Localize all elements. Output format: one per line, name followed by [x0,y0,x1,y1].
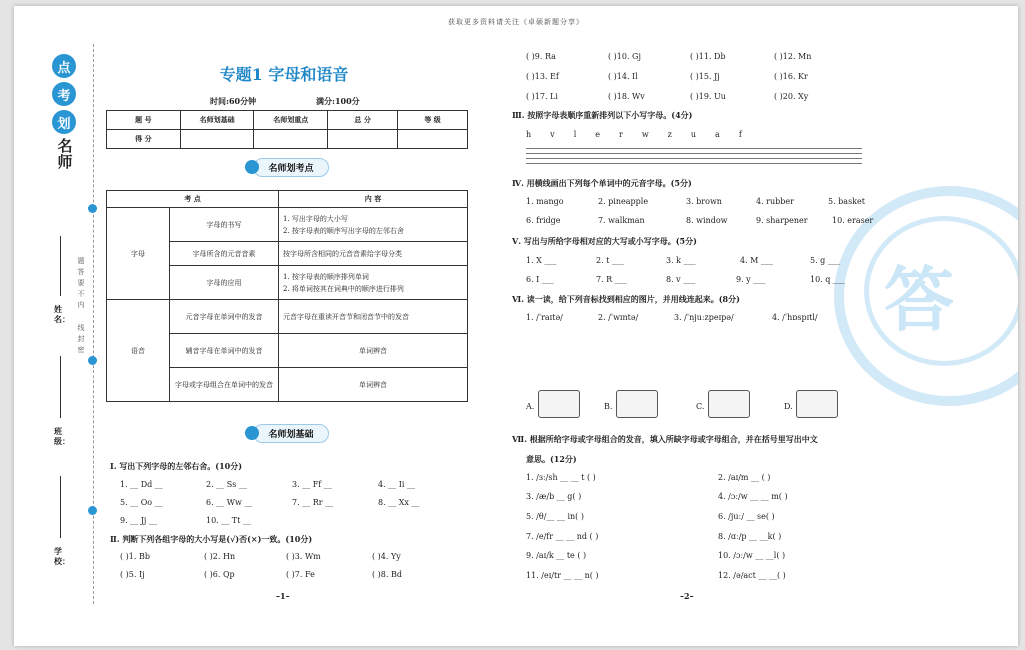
q2-item[interactable]: ( )20. Xy [774,92,809,101]
time-label: 时间:60分钟 [210,96,257,106]
q6-pic-label: D. [784,402,793,411]
q5-item[interactable]: 1. X ___ [526,256,557,265]
q2-item[interactable]: ( )14. Il [608,72,638,81]
score-cell[interactable] [180,130,254,149]
class-line [60,356,61,418]
q5-item[interactable]: 7. R ___ [596,275,627,284]
q7-item[interactable]: 1. /ɜː/sh __ __ t ( ) [526,473,596,482]
q5-item[interactable]: 5. g ___ [810,256,840,265]
q7-item[interactable]: 5. /θ/__ __ in( ) [526,512,584,521]
q7-item[interactable]: 12. /ə/act __ __( ) [718,571,786,580]
page-number-1: –1– [276,591,290,601]
q7-item[interactable]: 9. /aɪ/k __ te ( ) [526,551,587,560]
q4-title: Ⅳ. 用横线画出下列每个单词中的元音字母。(5分) [512,178,692,188]
q3-title: Ⅲ. 按照字母表顺序重新排列以下小写字母。(4分) [512,110,693,120]
q7-item[interactable]: 4. /ɔː/w __ __ m( ) [718,492,788,501]
q1-title: Ⅰ. 写出下列字母的左邻右舍。(10分) [110,461,243,471]
q7-item[interactable]: 7. /e/fr __ __ nd ( ) [526,532,599,541]
q2-item[interactable]: ( )10. Gj [608,52,641,61]
score-table: 题 号 名师划基础 名师划重点 总 分 等 级 得 分 [106,110,468,149]
q1-item[interactable]: 5. __ Oo __ [120,498,163,507]
q4-item[interactable]: 1. mango [526,197,564,206]
q1-item[interactable]: 2. __ Ss __ [206,480,247,489]
q5-item[interactable]: 8. v ___ [666,275,696,284]
q1-item[interactable]: 4. __ Ii __ [378,480,415,489]
q5-item[interactable]: 4. M ___ [740,256,773,265]
class-label: 班级： [54,426,70,446]
q6-pic-label: B. [604,402,613,411]
score-cell[interactable] [328,130,398,149]
q2-item[interactable]: ( )16. Kr [774,72,808,81]
q1-item[interactable]: 9. __ Jj __ [120,516,157,525]
school-line [60,476,61,538]
winter-picture[interactable] [796,390,838,418]
q2-item[interactable]: ( )12. Mn [774,52,812,61]
q6-title: Ⅵ. 读一读，给下列音标找到相应的图片，并用线连起来。(8分) [512,294,740,304]
score-cell[interactable] [398,130,468,149]
brand-char-3: 划 [52,110,76,134]
q1-item[interactable]: 1. __ Dd __ [120,480,163,489]
q4-item[interactable]: 4. rubber [756,197,794,206]
q2-item[interactable]: ( )9. Ra [526,52,556,61]
q2-item[interactable]: ( )11. Db [690,52,726,61]
q6-pic-label: A. [526,402,535,411]
q5-item[interactable]: 2. t ___ [596,256,624,265]
basic-banner: 名师划基础 [106,424,468,442]
q4-item[interactable]: 6. fridge [526,216,561,225]
q6-pic-label: C. [696,402,705,411]
q4-item[interactable]: 7. walkman [598,216,645,225]
score-cell[interactable] [254,130,328,149]
q2-item[interactable]: ( )6. Qp [204,570,235,579]
kp-banner: 名师划考点 [106,158,468,176]
q3-letters: h v l e r w z u a f [526,130,742,139]
strip-dot-icon [88,356,97,365]
q2-item[interactable]: ( )18. Wv [608,92,645,101]
writer-picture[interactable] [708,390,750,418]
q1-item[interactable]: 7. __ Rr __ [292,498,334,507]
q7-item[interactable]: 10. /ɔː/w __ __l( ) [718,551,786,560]
writing-line[interactable] [526,148,862,149]
q7-title-cont: 意思。(12分) [526,454,577,464]
q5-title: Ⅴ. 写出与所给字母相对应的大写或小写字母。(5分) [512,236,697,246]
q1-item[interactable]: 3. __ Ff __ [292,480,332,489]
hospital-picture[interactable] [616,390,658,418]
q2-item[interactable]: ( )1. Bb [120,552,150,561]
q2-item[interactable]: ( )13. Ef [526,72,559,81]
brand-char-2: 考 [52,82,76,106]
q6-item[interactable]: 2. /ˈwɪntə/ [598,313,639,322]
q2-item[interactable]: ( )19. Uu [690,92,726,101]
knowledge-table: 考 点 内 容 字母 字母的书写 1. 写出字母的大小写 2. 按字母表的顺序写出字母的左邻右舍 字母所含的元音音素 按字母所含相同的元音音素给字母分类 字母的应用 1. 按字母表的顺序排列单词 2. 将单词按其在词典中的顺序进行排列 语音 元音字母在单词中的发音 元音字母在重读开音节和闭音节中的发音 辅音字母在单词中的发音 单词辨音 字母或字母组合在单词中的发音 单词辨音 [106,190,468,402]
q4-item[interactable]: 8. window [686,216,728,225]
q6-item[interactable]: 1. /ˈraɪtə/ [526,313,563,322]
strip-dot-icon [88,204,97,213]
q2-item[interactable]: ( )17. Li [526,92,558,101]
q6-item[interactable]: 4. /ˈhɒspɪtl/ [772,313,818,322]
q2-item[interactable]: ( )3. Wm [286,552,321,561]
strip-dot-icon [88,506,97,515]
q5-item[interactable]: 10. q ___ [810,275,845,284]
school-label: 学校： [54,546,70,566]
writing-line[interactable] [526,163,862,164]
name-line [60,236,61,296]
q4-item[interactable]: 3. brown [686,197,722,206]
name-label: 姓名： [54,304,70,324]
brand-char-1: 点 [52,54,76,78]
q1-item[interactable]: 6. __ Ww __ [206,498,253,507]
header-note: 获取更多资料请关注《卓硕新题分享》 [448,18,584,26]
q5-item[interactable]: 3. k ___ [666,256,696,265]
newspaper-picture[interactable] [538,390,580,418]
q1-item[interactable]: 10. __ Tt __ [206,516,251,525]
exam-sheet [14,6,1018,646]
q1-item[interactable]: 8. __ Xx __ [378,498,420,507]
q2-item[interactable]: ( )7. Fe [286,570,315,579]
q7-item[interactable]: 6. /juː/ __ se( ) [718,512,775,521]
q4-item[interactable]: 10. eraser [832,216,874,225]
score-label: 满分:100分 [316,96,360,106]
q4-item[interactable]: 5. basket [828,197,865,206]
watermark-char: 答 [884,259,954,341]
q2-item[interactable]: ( )2. Hn [204,552,236,561]
q2-item[interactable]: ( )15. Jj [690,72,720,81]
brand-name: 名师 [57,137,73,171]
page-title: 专题1 字母和语音 [219,65,349,84]
q4-item[interactable]: 2. pineapple [598,197,649,206]
q2-item[interactable]: ( )8. Bd [372,570,402,579]
writing-line[interactable] [526,158,862,159]
q2-title: Ⅱ. 判断下列各组字母的大小写是(√)否(×)一致。(10分) [110,534,313,544]
q7-title: Ⅶ. 根据所给字母或字母组合的发音，填入所缺字母或字母组合，并在括号里写出中文 [512,434,818,444]
q7-item[interactable]: 8. /ɑː/p __ __k( ) [718,532,782,541]
q6-item[interactable]: 3. /ˈnjuːzpeɪpə/ [674,313,734,322]
q2-item[interactable]: ( )4. Yy [372,552,401,561]
page-number-2: –2– [680,591,694,601]
q5-item[interactable]: 9. y ___ [736,275,766,284]
q2-item[interactable]: ( )5. Ij [120,570,145,579]
seal-notice: 题 答 要 不 内 线 封 密 [77,257,85,354]
q5-item[interactable]: 6. I ___ [526,275,554,284]
q7-item[interactable]: 2. /aɪ/m __ ( ) [718,473,771,482]
q4-item[interactable]: 9. sharpener [756,216,808,225]
q7-item[interactable]: 11. /eɪ/tr __ __ n( ) [526,571,599,580]
q7-item[interactable]: 3. /æ/b __ g( ) [526,492,582,501]
writing-line[interactable] [526,153,862,154]
